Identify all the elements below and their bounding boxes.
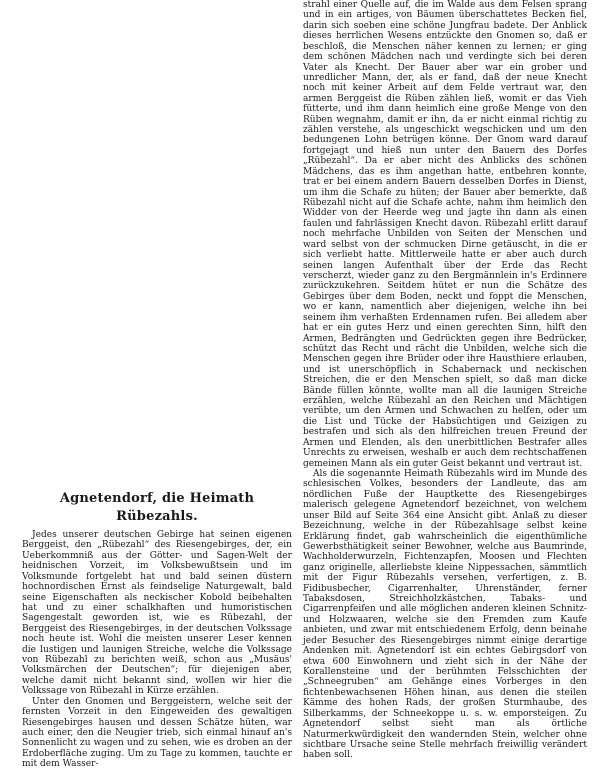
left-paragraph-1: Jedes unserer deutschen Gebirge hat seinen eigenen Berggeist, den „Rübezahl“ des Riesengebirges, der, ein Ueberkommniß aus der Götter- und Sagen-Welt der heidnischen Vorzeit, im Volksbewußtsein und im Volksmunde fortgelebt hat und bald seinen düstern hochnordischen Ernst als feindselige Naturgewalt, bald seine Eigenschaften als neckischer Kobold beibehalten hat und zu einer schalkhaften und humoristischen Sagengestalt geworden ist, wie es Rübezahl, der Berggeist des Riesengebirges, in der deutschen Volkssage noch heute ist. Wohl die meisten unserer Leser kennen die lustigen und launigen Streiche, welche die Volkssage von Rübezahl zu berichten weiß, schon aus „Musäus' Volksmärchen der Deutschen“; für diejenigen aber, welche damit nicht bekannt sind, wollen wir hier die Volkssage von Rübezahl in Kürze erzählen. bbox=[22, 530, 292, 697]
right-paragraph-2: Als die sogenannte Heimath Rübezahls wird im Munde des schlesischen Volkes, besonders der Landleute, das am nördlichen Fuße der Hauptkette des Riesengebirges malerisch gelegene Agnetendorf bezeichnet, von welchem unser Bild auf Seite 364 eine Ansicht gibt. Anlaß zu dieser Bezeichnung, welche in der Rübezahlsage selbst keine Erklärung findet, gab wahrscheinlich die eigenthümliche Gewerbsthätigkeit seiner Bewohner, welche aus Baumrinde, Wachholderwurzeln, Fichtenzapfen, Moosen und Flechten ganz originelle, allerliebste kleine Nippessachen, sämmtlich mit der Figur Rübezahls versehen, verfertigen, z. B. Fidibusbecher, Cigarrenhalter, Uhrenständer, ferner Tabaksdosen, Streichholzkästchen, Tabaks- und Cigarrenpfeifen und alle möglichen anderen kleinen Schnitz- und Holzwaaren, welche sie den Fremden zum Kaufe anbieten, und zwar mit entschiedenem Erfolg, denn beinahe jeder Besucher des Riesengebirges nimmt einige derartige Andenken mit. Agnetendorf ist ein echtes Gebirgsdorf von etwa 600 Einwohnern und zieht sich in der Nähe der Korallensteine und der berühmten Felsschichten der „Schneegruben“ am Gehänge eines Vorberges in den fichtenbewachsenen Höhen hinan, aus denen die steilen Kämme des hohen Rads, der großen Sturmhaube, des Silberkamms, der Schneekoppe u. s. w. emporsteigen. Zu Agnetendorf selbst sieht man als örtliche Naturmerkwürdigkeit den wandernden Stein, welcher ohne sichtbare Ursache seine Stelle mehrfach freiwillig verändert haben soll. bbox=[303, 468, 587, 761]
article-title: Agnetendorf, die Heimath Rübezahls. bbox=[59, 491, 255, 524]
left-column-body bbox=[22, 530, 292, 770]
right-column bbox=[303, 0, 587, 761]
left-paragraph-2: Unter den Gnomen und Berggeistern, welche seit der fernsten Vorzeit in den Eingeweiden des gewaltigen Riesengebirges hausen und dessen Schätze hüten, war auch einer, den die Neugier trieb, sich einmal hinauf an's Sonnenlicht zu wagen und zu sehen, wie es droben an der Erdoberfläche zuging. Um zu Tage zu kommen, tauchte er mit dem Wasser- bbox=[22, 696, 292, 770]
right-paragraph-1: strahl einer Quelle auf, die im Walde aus dem Felsen sprang und in ein artiges, von Bäumen überschattetes Becken fiel, darin sich soeben eine schöne Jungfrau badete. Der Anblick dieses herrlichen Wesens entzückte den Gnomen so, daß er beschloß, die Menschen näher kennen zu lernen; er ging dem schönen Mädchen nach und verdingte sich bei deren Vater als Knecht. Der Bauer aber war ein grober und unredlicher Mann, der, als er fand, daß der neue Knecht noch mit keiner Arbeit auf dem Felde vertraut war, den armen Berggeist die Rüben zählen ließ, womit er das Vieh fütterte, und ihm dann heimlich eine große Menge von den Rüben wegnahm, damit er ihn, da er nicht einmal richtig zu zählen verstehe, als ungeschickt wegschicken und um den bedungenen Lohn betrügen könne. Der Gnom ward darauf fortgejagt und hieß nun unter den Bauern des Dorfes „Rübezahl“. Da er aber nicht des Anblicks des schönen Mädchens, das es ihm angethan hatte, entbehren konnte, trat er bei einem andern Bauern desselben Dorfes in Dienst, um ihm die Schafe zu hüten; der Bauer aber bemerkte, daß Rübezahl nicht auf die Schafe achte, nahm ihm heimlich den Widder von der Heerde weg und jagte ihn dann als einen faulen und fahrlässigen Knecht davon. Rübezahl erlitt darauf noch mehrfache Unbilden von Seiten der Menschen und ward selbst von der schmucken Dirne getäuscht, in die er sich verliebt hatte. Mittlerweile hatte er aber auch durch seinen langen Aufenthalt über der Erde das Recht verscherzt, wieder ganz zu den Bergmännlein in's Erdinnere zurückzukehren. Seitdem hütet er nun die Schätze des Gebirges über dem Boden, neckt und foppt die Menschen, wo er kann, namentlich aber diejenigen, welche ihn bei seinem ihm verhaßten Erdennamen rufen. Bei alledem aber hat er ein gutes Herz und einen gerechten Sinn, hilft den Armen, Bedrängten und Gedrückten gegen ihre Bedrücker, schützt das Recht und rächt die Unbilden, welche sich die Menschen gegen ihre Brüder oder ihre Hausthiere erlauben, und ist unerschöpflich in Schabernack und neckischen Streichen, die er den Menschen spielt, so daß man dicke Bände füllen könnte, wollte man all die launigen Streiche erzählen, welche Rübezahl an den Reichen und Mächtigen verübte, um den Armen und Schwachen zu helfen, oder um die List und Tücke der Habsüchtigen und Geizigen zu bestrafen und sich als den hilfreichen treuen Freund der Armen und Elenden, als den unerbittlichen Bestrafer alles Unrechts zu erweisen, weshalb er auch dem rechtschaffenen gemeinen Mann als ein guter Geist bekannt und vertraut ist. bbox=[303, 0, 587, 469]
